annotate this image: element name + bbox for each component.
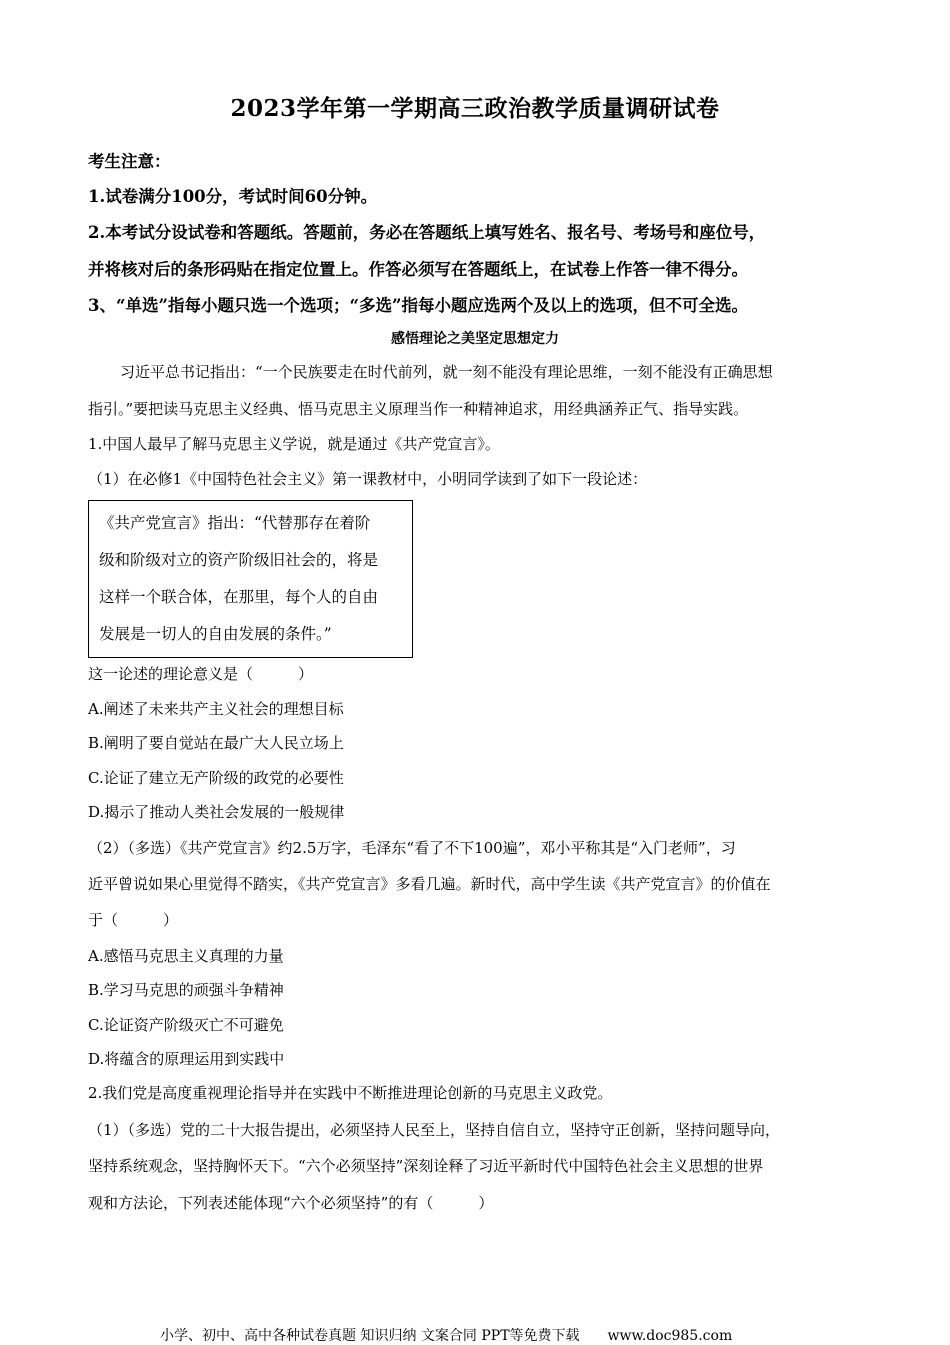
notice-item-3: 3、“单选”指每小题只选一个选项；“多选”指每小题应选两个及以上的选项，但不可全选。 <box>88 296 748 315</box>
exam-title: 2023学年第一学期高三政治教学质量调研试卷 <box>230 95 720 122</box>
intro-line-1: 习近平总书记指出：“一个民族要走在时代前列，就一刻不能没有理论思维，一刻不能没有正确思想 <box>120 363 773 381</box>
q1-sub1-option-a: A.阐述了未来共产主义社会的理想目标 <box>88 700 344 718</box>
notice-item-1: 1.试卷满分100分，考试时间60分钟。 <box>88 187 378 206</box>
quote-line-4: 发展是一切人的自由发展的条件。” <box>99 625 332 643</box>
q2-stem: 2.我们党是高度重视理论指导并在实践中不断推进理论创新的马克思主义政党。 <box>88 1084 613 1102</box>
q1-sub2-line-1: （2）（多选）《共产党宣言》约2.5万字，毛泽东“看了不下100遍”，邓小平称其是“入门老师”，习 <box>88 839 736 857</box>
intro-line-2: 指引。”要把读马克思主义经典、悟马克思主义原理当作一种精神追求，用经典涵养正气、指导实践。 <box>88 400 749 418</box>
q1-sub2-option-b: B.学习马克思的顽强斗争精神 <box>88 981 284 999</box>
q1-sub2-line-2: 近平曾说如果心里觉得不踏实，《共产党宣言》多看几遍。新时代，高中学生读《共产党宣言》的价值在 <box>88 875 771 893</box>
notice-item-2: 2.本考试分设试卷和答题纸。答题前，务必在答题纸上填写姓名、报名号、考场号和座位号， <box>88 223 766 242</box>
q1-sub1-option-d: D.揭示了推动人类社会发展的一般规律 <box>88 803 345 821</box>
section-title: 感悟理论之美坚定思想定力 <box>391 331 559 347</box>
quote-line-2: 级和阶级对立的资产阶级旧社会的，将是 <box>99 551 379 569</box>
q2-sub1-line-3: 观和方法论，下列表述能体现“六个必须坚持”的有（ ） <box>88 1194 494 1212</box>
quote-line-1: 《共产党宣言》指出：“代替那存在着阶 <box>99 514 371 532</box>
q1-sub2-option-c: C.论证资产阶级灭亡不可避免 <box>88 1016 284 1034</box>
notice-item-2-cont: 并将核对后的条形码贴在指定位置上。作答必须写在答题纸上，在试卷上作答一律不得分。 <box>88 260 748 279</box>
q1-sub1-option-c: C.论证了建立无产阶级的政党的必要性 <box>88 769 344 787</box>
quote-box <box>88 500 413 658</box>
q1-sub1-lead: （1）在必修1《中国特色社会主义》第一课教材中，小明同学读到了如下一段论述： <box>88 470 648 488</box>
q1-sub2-line-3: 于（ ） <box>88 911 179 929</box>
q1-stem: 1.中国人最早了解马克思主义学说，就是通过《共产党宣言》。 <box>88 435 500 453</box>
notice-heading: 考生注意： <box>88 152 171 171</box>
q1-sub1-option-b: B.阐明了要自觉站在最广大人民立场上 <box>88 734 344 752</box>
q2-sub1-line-1: （1）（多选）党的二十大报告提出，必须坚持人民至上，坚持自信自立，坚持守正创新，坚持问题导向， <box>88 1121 781 1139</box>
q1-sub2-option-d: D.将蕴含的原理运用到实践中 <box>88 1050 285 1068</box>
q1-sub1-question: 这一论述的理论意义是（ ） <box>88 665 314 683</box>
q1-sub2-option-a: A.感悟马克思主义真理的力量 <box>88 947 284 965</box>
quote-line-3: 这样一个联合体，在那里，每个人的自由 <box>99 588 379 606</box>
footer-watermark: 小学、初中、高中各种试卷真题 知识归纳 文案合同 PPT等免费下载 www.doc985.com <box>160 1328 733 1344</box>
q2-sub1-line-2: 坚持系统观念，坚持胸怀天下。“六个必须坚持”深刻诠释了习近平新时代中国特色社会主义思想的世界 <box>88 1157 764 1175</box>
